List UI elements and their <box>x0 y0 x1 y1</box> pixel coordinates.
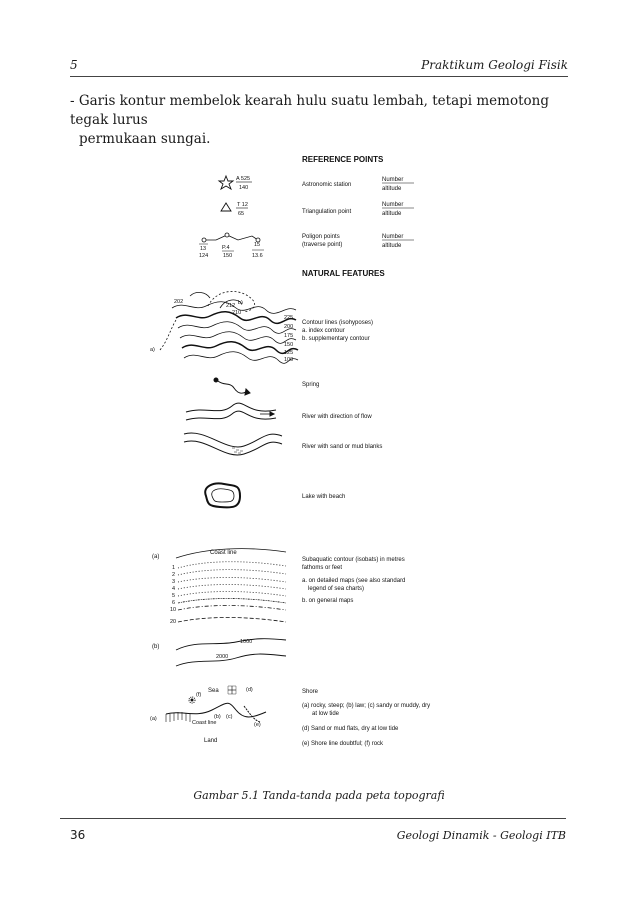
page-number: 36 <box>70 828 86 842</box>
river-flow-label: River with direction of flow <box>302 414 372 420</box>
isobath-depth-1: 1 <box>172 565 176 571</box>
figure-caption: Gambar 5.1 Tanda-tanda pada peta topografi <box>193 789 445 802</box>
shore-label-4: (d) Sand or mud flats, dry at low tide <box>302 726 399 732</box>
subaquatic-label-5: b. on general maps <box>302 598 354 604</box>
contour-tag-a: a) <box>150 347 155 353</box>
shore-coast-label: Coast line <box>192 720 217 726</box>
isobath-2000: 2000 <box>216 654 229 660</box>
subaquatic-label-4: legend of sea charts) <box>308 586 365 592</box>
shore-tag-c: (c) <box>226 714 233 720</box>
contour-label-225: 225 <box>284 315 294 321</box>
triangulation-altitude-label: altitude <box>382 211 402 217</box>
paragraph-line-1: - Garis kontur membelok kearah hulu suatu lembah, tetapi memotong tegak lurus <box>70 93 549 128</box>
triangulation-symbol-number: T 12 <box>237 202 248 208</box>
shore-label-5: (e) Shore line doubtful; (f) rock <box>302 741 384 747</box>
river-sand-label: River with sand or mud blanks <box>302 444 383 450</box>
subaquatic-panel-a: (a) <box>152 554 160 560</box>
topographic-legend-figure <box>136 140 562 770</box>
river-sand-icon <box>184 433 282 455</box>
shore-label-2: (a) rocky, steep; (b) law; (c) sandy or muddy, dry <box>302 703 431 709</box>
astronomic-symbol-number: A 525 <box>236 176 251 182</box>
contour-label-210: 210 <box>232 310 242 316</box>
subaquatic-panel-b: (b) <box>152 644 160 650</box>
shore-tag-f: (f) <box>196 692 202 698</box>
traverse-value-2: 124 <box>199 253 209 259</box>
astronomic-station-label: Astronomic station <box>302 182 352 188</box>
legend-svg <box>136 140 562 770</box>
header-title: Praktikum Geologi Fisik <box>421 58 568 72</box>
subaquatic-label-2: fathoms or feet <box>302 565 343 571</box>
paragraph-line-2: permukaan sungai. <box>79 131 211 147</box>
triangulation-symbol-altitude: 65 <box>238 211 245 217</box>
shore-sea-label: Sea <box>208 688 219 694</box>
page-footer <box>60 818 566 849</box>
contour-label-100: 100 <box>284 357 294 363</box>
natural-features-heading: NATURAL FEATURES <box>302 269 385 278</box>
shore-label-1: Shore <box>302 689 319 695</box>
contour-label-175: 175 <box>284 333 294 339</box>
traverse-value-3: P.4 <box>222 245 230 251</box>
shore-tag-b: (b) <box>214 714 221 720</box>
astronomic-altitude-label: altitude <box>382 186 402 192</box>
traverse-value-6: 13.6 <box>252 253 263 259</box>
triangulation-number-label: Number <box>382 202 404 208</box>
astronomic-number-label: Number <box>382 177 404 183</box>
shore-tag-d: (d) <box>246 687 253 693</box>
traverse-point-label: (traverse point) <box>302 242 343 248</box>
triangle-icon <box>221 203 231 211</box>
poligon-number-label: Number <box>382 234 404 240</box>
river-flow-icon <box>186 403 276 420</box>
traverse-value-4: 150 <box>223 253 233 259</box>
star-icon <box>219 176 233 189</box>
chapter-number: 5 <box>70 58 78 72</box>
lake-icon <box>205 484 240 508</box>
subaquatic-label-1: Subaquatic contour (isobats) in metres <box>302 557 405 563</box>
contour-tag-b: b) <box>238 300 243 306</box>
coast-line-label: Coast line <box>210 550 237 556</box>
traverse-value-1: 13 <box>200 246 207 252</box>
shore-label-3: at low tide <box>312 711 340 717</box>
shore-tag-e: (e) <box>254 722 261 728</box>
triangulation-point-label: Triangulation point <box>302 209 352 215</box>
contour-label-150: 150 <box>284 342 294 348</box>
contour-label-125: 125 <box>284 350 294 356</box>
contour-label-212: 212 <box>226 303 236 309</box>
isobath-depth-4: 4 <box>172 586 176 592</box>
contour-lines-label: Contour lines (isohyposes) <box>302 320 374 326</box>
supplementary-contour-label: b. supplementary contour <box>302 336 370 342</box>
isobath-depth-10: 10 <box>170 607 177 613</box>
shore-tag-a: (a) <box>150 716 157 722</box>
poligon-points-label: Poligon points <box>302 234 340 240</box>
isobath-depth-2: 2 <box>172 572 176 578</box>
footer-title: Geologi Dinamik - Geologi ITB <box>396 829 566 842</box>
isobath-depth-5: 5 <box>172 593 176 599</box>
isobath-depth-3: 3 <box>172 579 176 585</box>
lake-label: Lake with beach <box>302 494 346 500</box>
index-contour-label: a. index contour <box>302 328 345 334</box>
isobath-depth-20: 20 <box>170 619 177 625</box>
reference-points-heading: REFERENCE POINTS <box>302 155 384 164</box>
contour-label-200: 200 <box>284 324 294 330</box>
deep-isobath-icon <box>176 639 286 666</box>
page-header <box>70 58 568 77</box>
spring-icon <box>214 378 250 395</box>
isobath-depth-6: 6 <box>172 600 176 606</box>
contour-label-202: 202 <box>174 299 184 305</box>
isobath-lines-icon <box>176 549 286 622</box>
shore-land-label: Land <box>204 738 218 744</box>
subaquatic-label-3: a. on detailed maps (see also standard <box>302 578 406 584</box>
astronomic-symbol-altitude: 140 <box>239 185 249 191</box>
poligon-altitude-label: altitude <box>382 243 402 249</box>
spring-label: Spring <box>302 382 320 388</box>
isobath-1000: 1000 <box>240 639 253 645</box>
traverse-value-5: 15 <box>254 242 261 248</box>
